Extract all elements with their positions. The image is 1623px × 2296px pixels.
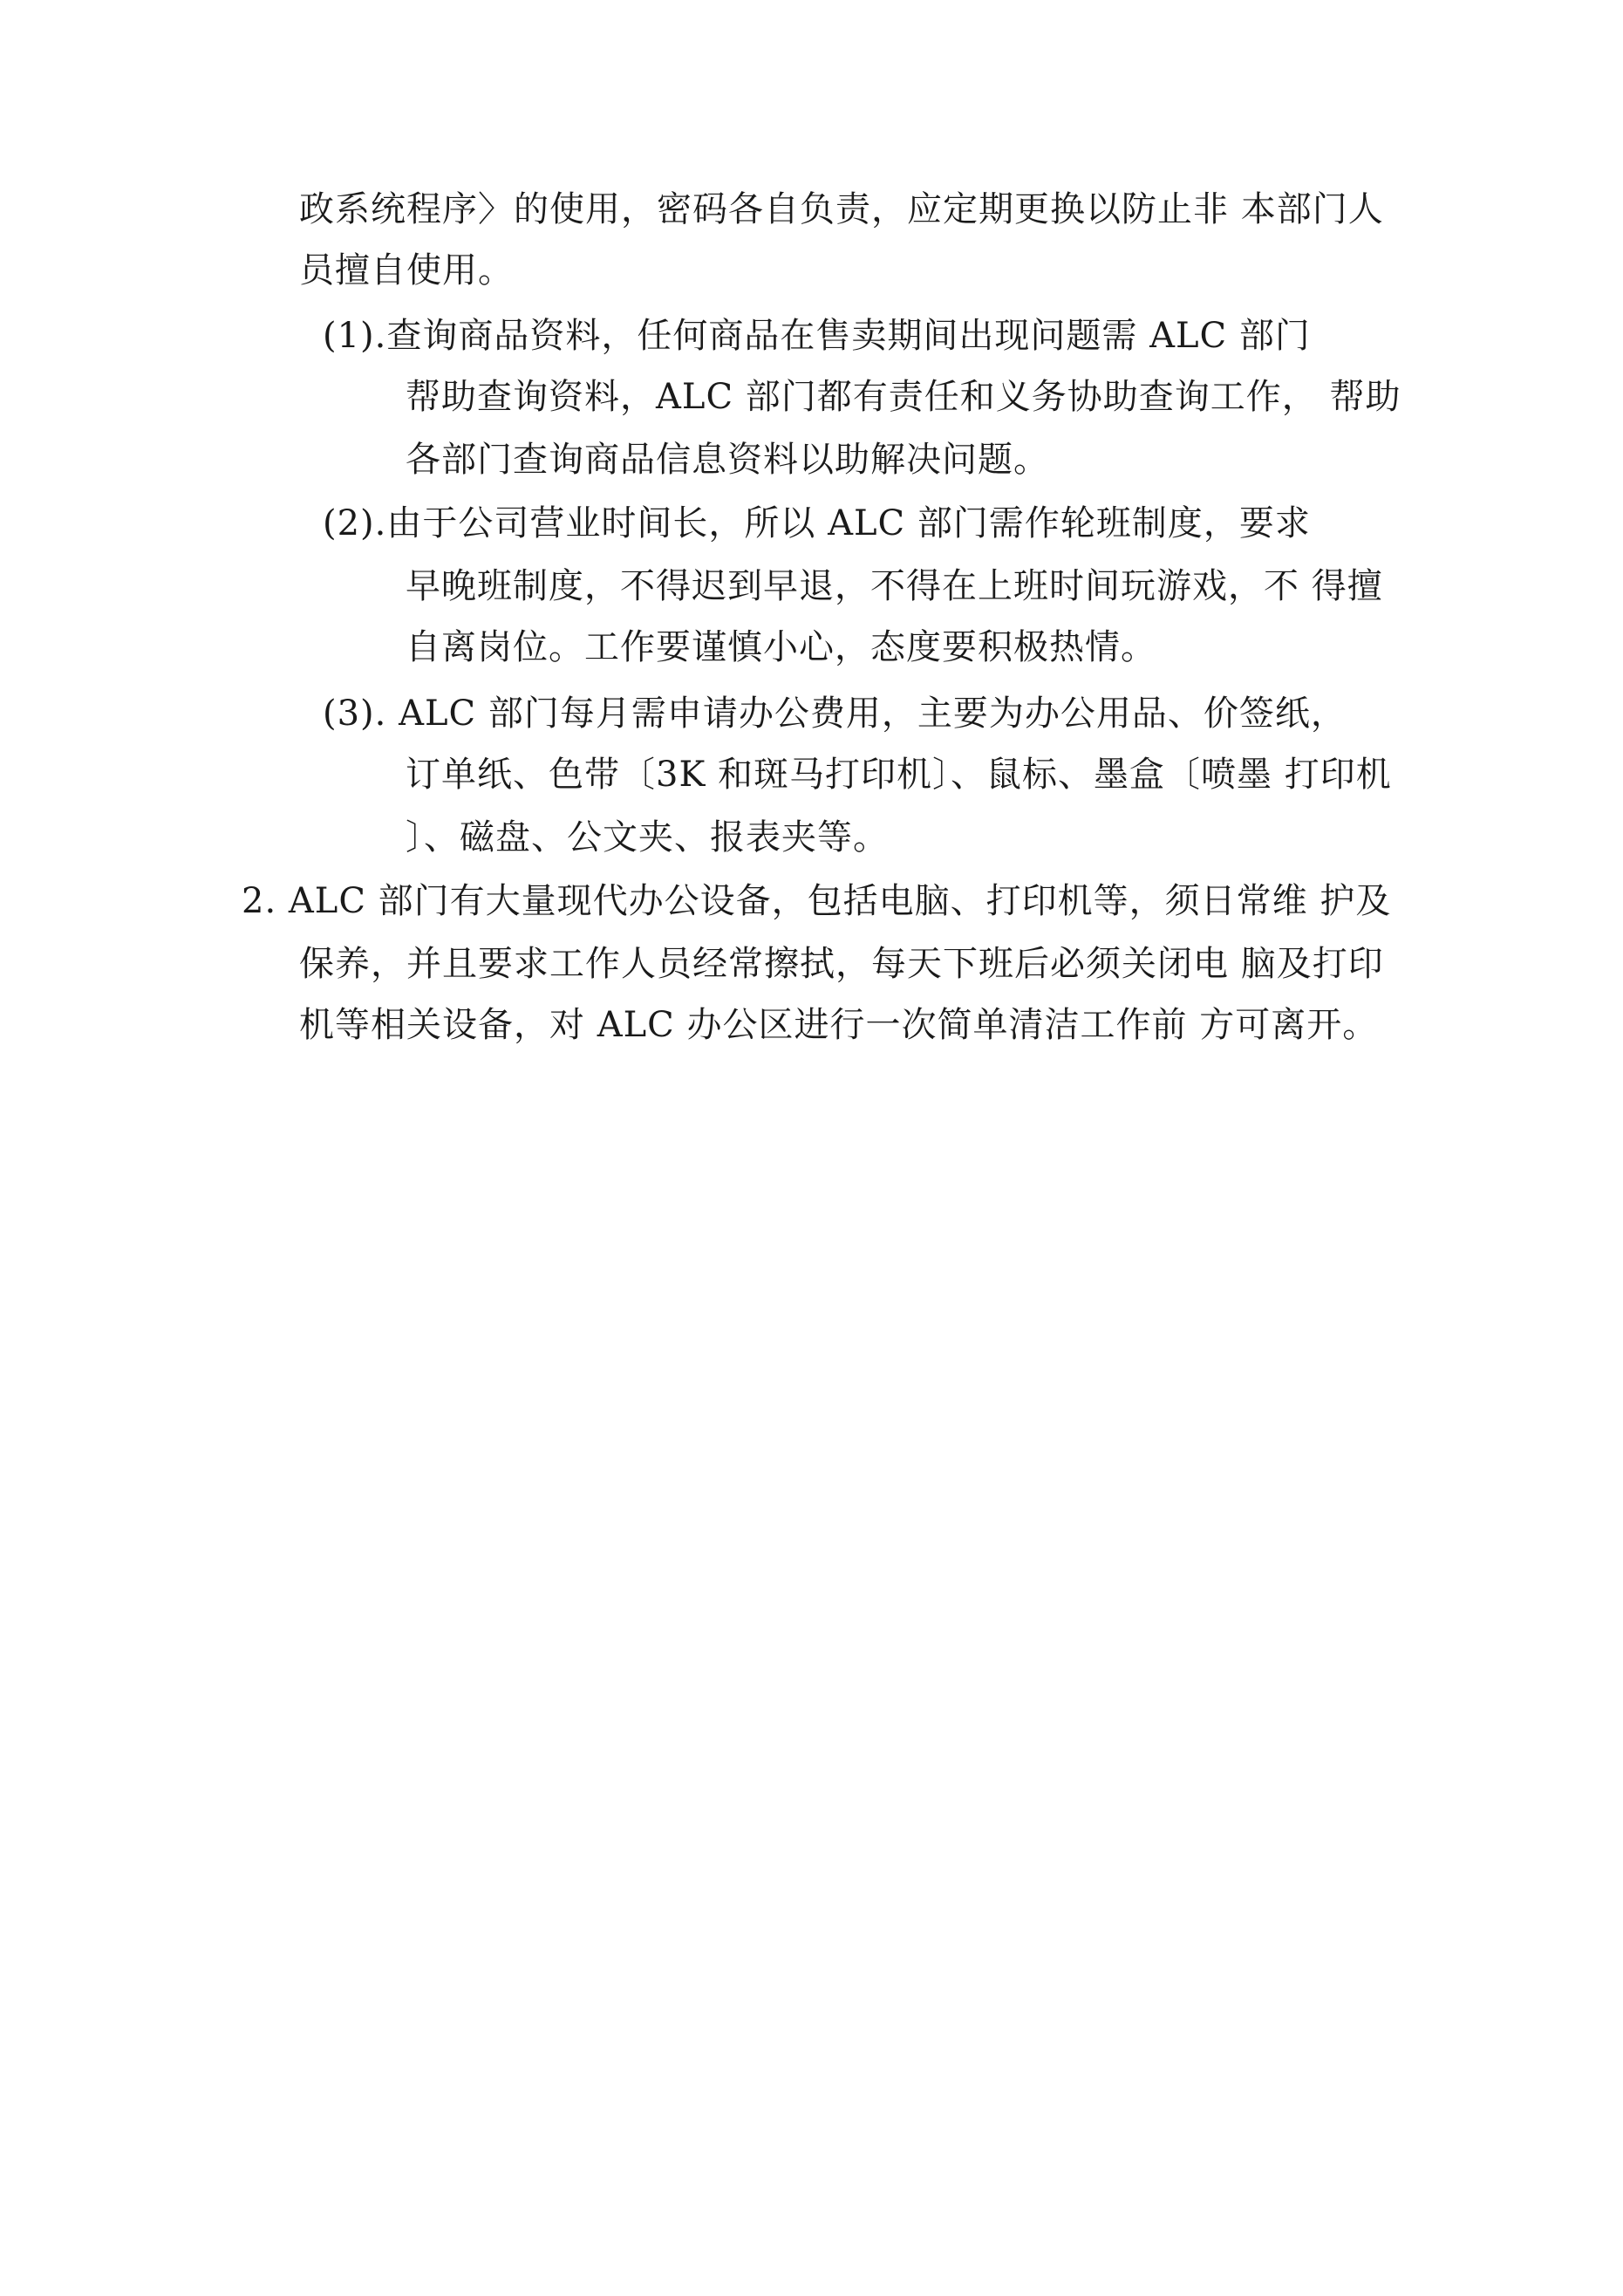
point-2-line-3: 机等相关设备，对 ALC 办公区进行一次简单清洁工作前 方可离开。 — [299, 1005, 1379, 1045]
item-2-line-2: 早晚班制度，不得迟到早退，不得在上班时间玩游戏，不 得擅 — [406, 566, 1383, 606]
intro-line-1: 政系统程序〉的使用，密码各自负责，应定期更换以防止非 本部门人 — [299, 189, 1384, 229]
point-2-line-1: 2. ALC 部门有大量现代办公设备，包括电脑、打印机等，须日常维 护及 — [242, 881, 1392, 921]
item-3-line-3: 〕、磁盘、公文夹、报表夹等。 — [406, 817, 889, 858]
item-2-line-3: 自离岗位。工作要谨慎小心，态度要积极热情。 — [406, 627, 1156, 667]
intro-line-2: 员擅自使用。 — [299, 250, 514, 290]
item-1-line-3: 各部门查询商品信息资料以助解决问题。 — [406, 440, 1049, 480]
item-1-line-2: 帮助查询资料，ALC 部门都有责任和义务协助查询工作， 帮助 — [406, 377, 1401, 417]
item-1-line-1: (1).查询商品资料，任何商品在售卖期间出现问题需 ALC 部门 — [323, 316, 1311, 356]
item-3-line-2: 订单纸、色带〔3K 和斑马打印机〕、鼠标、墨盒〔喷墨 打印机 — [406, 755, 1392, 795]
item-2-line-1: (2).由于公司营业时间长，所以 ALC 部门需作轮班制度，要求 — [323, 503, 1311, 543]
item-3-line-1: (3). ALC 部门每月需申请办公费用，主要为办公用品、价签纸， — [323, 694, 1347, 734]
point-2-line-2: 保养，并且要求工作人员经常擦拭，每天下班后必须关闭电 脑及打印 — [299, 944, 1384, 984]
